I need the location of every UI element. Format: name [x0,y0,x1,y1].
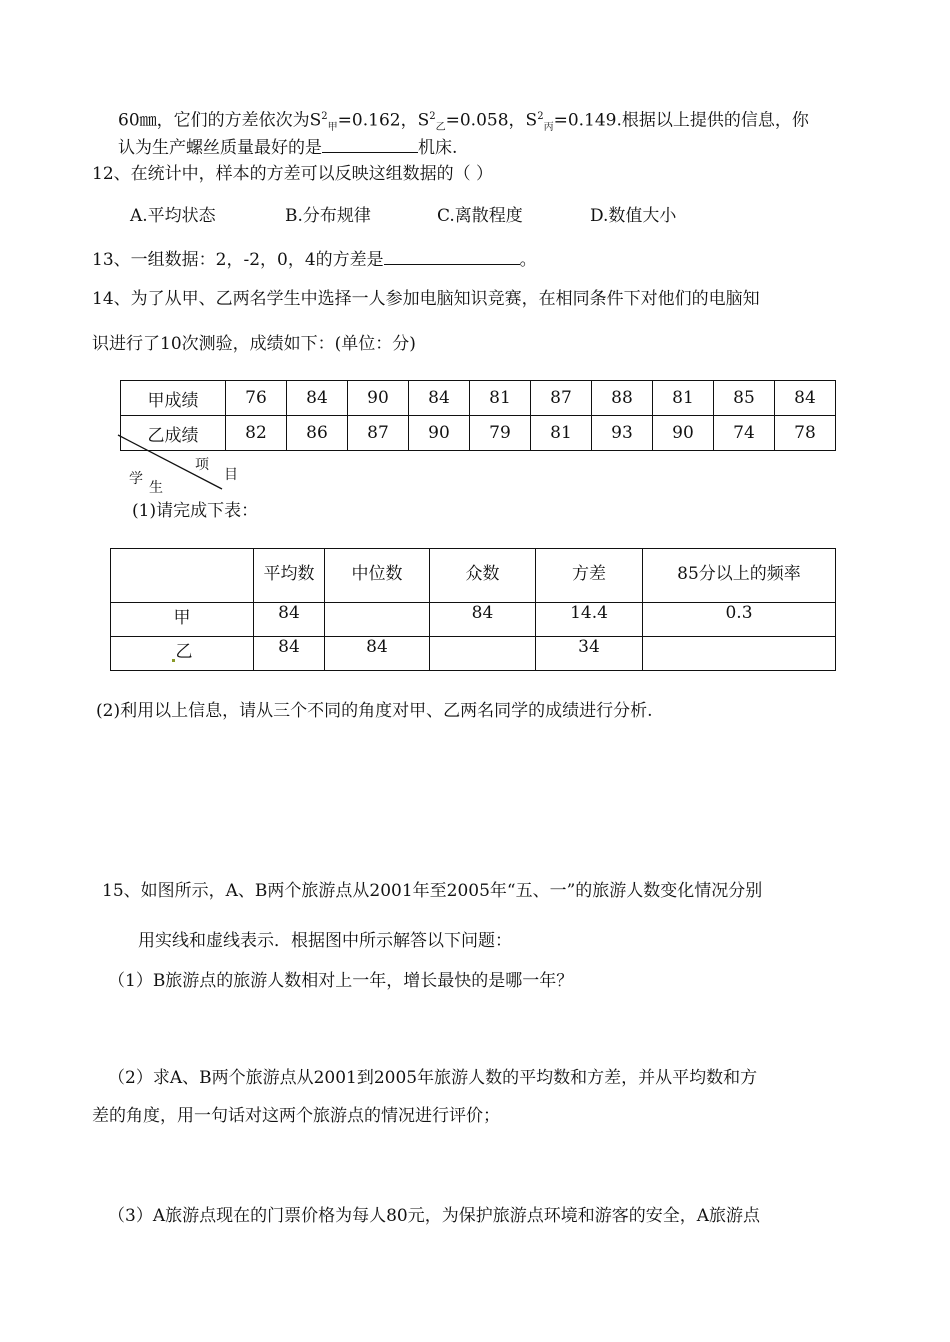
score-cell: 88 [592,381,653,416]
stat-cell: 84 [325,637,430,671]
header-cell: 85分以上的频率 [643,549,836,603]
q11-line2-suffix: 机床. [418,138,458,158]
score-cell: 90 [653,416,714,451]
header-cell: 平均数 [254,549,325,603]
q15-line2: 用实线和虚线表示．根据图中所示解答以下问题： [138,931,512,951]
header-cell: 中位数 [325,549,430,603]
q11-text: 60㎜，它们的方差依次为 [118,110,310,131]
score-cell: 81 [470,381,531,416]
table-row [111,549,836,603]
q12-stem: 12、在统计中，样本的方差可以反映这组数据的（ ） [92,164,494,184]
square-mark: 2 [429,111,436,122]
score-cell: 81 [653,381,714,416]
q13-text: 13、一组数据：2，-2，0，4的方差是 [92,250,384,270]
score-cell: 90 [348,381,409,416]
stat-cell: 0.3 [643,603,836,637]
variance-symbol: S [417,110,430,131]
stat-cell-empty[interactable] [643,637,836,671]
diag-label-xiang: 项 [195,457,209,473]
score-cell: 84 [775,381,836,416]
score-cell: 86 [287,416,348,451]
stat-cell-empty[interactable] [325,603,430,637]
q12-option-c[interactable]: C.离散程度 [437,206,523,226]
diag-label-xue: 学 [129,471,143,487]
score-cell: 78 [775,416,836,451]
score-cell: 79 [470,416,531,451]
stat-cell: 14.4 [536,603,643,637]
stat-cell: 84 [254,603,325,637]
variance-yi-value: =0.058， [445,110,526,131]
subscript-bing: 丙 [543,122,554,134]
score-cell: 85 [714,381,775,416]
table-row [111,603,836,637]
header-cell [111,549,254,603]
row-label [111,637,254,671]
variance-symbol: S [309,110,322,131]
header-cell: 众数 [430,549,536,603]
score-cell: 90 [409,416,470,451]
diagonal-header-line [110,425,230,495]
q11-line2-text: 认为生产螺丝质量最好的是 [118,138,322,158]
q15-part3: （3）A旅游点现在的门票价格为每人80元，为保护旅游点环境和游客的安全，A旅游点 [108,1206,760,1226]
q14-part1: (1)请完成下表： [132,501,259,521]
q15-part2-line2: 差的角度，用一句话对这两个旅游点的情况进行评价； [92,1106,500,1126]
score-cell: 93 [592,416,653,451]
score-cell: 84 [287,381,348,416]
q15-part2-line1: （2）求A、B两个旅游点从2001到2005年旅游人数的平均数和方差，并从平均数和方 [108,1068,758,1088]
q14-line2: 识进行了10次测验，成绩如下：(单位：分) [92,334,416,354]
q15-part1: （1）B旅游点的旅游人数相对上一年，增长最快的是哪一年？ [108,971,574,991]
score-cell: 82 [226,416,287,451]
q12-option-d[interactable]: D.数值大小 [590,206,677,226]
row-label: 甲成绩 [121,381,226,416]
diag-label-sheng: 生 [149,480,163,496]
score-cell: 74 [714,416,775,451]
q14-part2: (2)利用以上信息，请从三个不同的角度对甲、乙两名同学的成绩进行分析. [96,701,653,721]
answer-blank[interactable] [384,246,520,265]
variance-symbol: S [525,110,538,131]
table-row [121,381,836,416]
score-cell: 81 [531,416,592,451]
q15-line1: 15、如图所示，A、B两个旅游点从2001年至2005年“五、一”的旅游人数变化情况分别 [102,881,763,901]
score-cell: 87 [348,416,409,451]
table-row [111,637,836,671]
q12-option-b[interactable]: B.分布规律 [285,206,371,226]
stat-cell: 34 [536,637,643,671]
score-cell: 87 [531,381,592,416]
diag-label-mu: 目 [224,467,238,483]
header-cell: 方差 [536,549,643,603]
stat-cell: 84 [430,603,536,637]
square-mark: 2 [321,111,328,122]
subscript-yi: 乙 [435,122,446,134]
q13 [92,246,537,271]
subscript-jia: 甲 [327,122,338,134]
variance-bing-value: =0.149.根据以上提供的信息，你 [553,110,809,131]
stat-cell: 84 [254,637,325,671]
row-label-text: 乙 [175,642,193,662]
stat-cell-empty[interactable] [430,637,536,671]
q14-line1: 14、为了从甲、乙两名学生中选择一人参加电脑知识竞赛，在相同条件下对他们的电脑知 [92,289,760,309]
score-cell: 84 [409,381,470,416]
variance-jia-value: =0.162， [337,110,418,131]
q12-option-a[interactable]: A.平均状态 [130,206,216,226]
row-label: 甲 [111,603,254,637]
square-mark: 2 [537,111,544,122]
stray-dot [172,659,175,662]
stats-table [110,548,836,671]
answer-blank[interactable] [322,134,418,153]
q13-suffix: 。 [519,250,537,270]
q11-line2 [118,134,457,159]
score-cell: 76 [226,381,287,416]
row-label: 乙成绩 [121,416,226,451]
